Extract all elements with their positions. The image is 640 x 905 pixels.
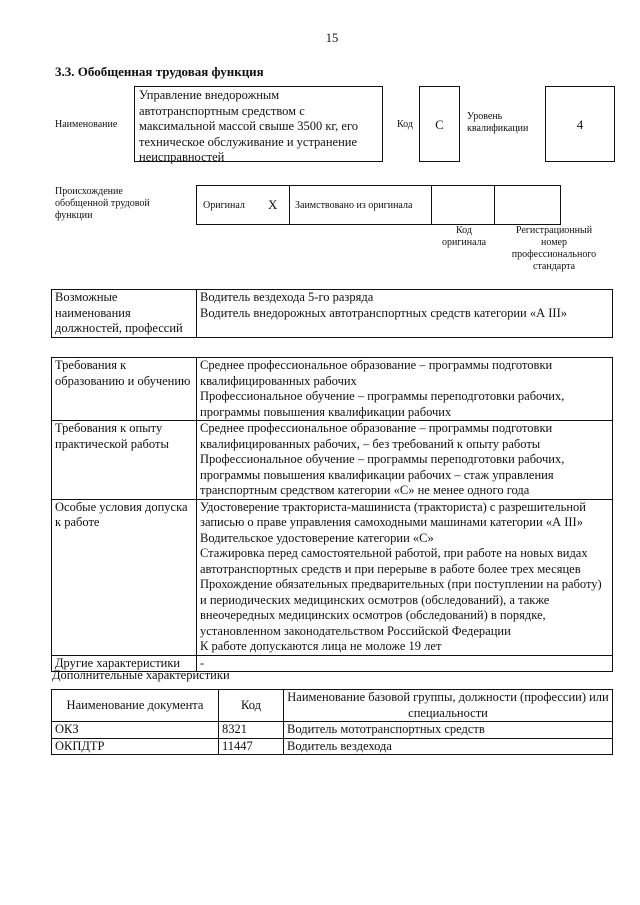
requirement-values — [197, 421, 613, 500]
positions-table — [51, 289, 613, 338]
positions-values — [197, 290, 613, 338]
code-label: Код — [397, 119, 413, 130]
origin-label: Происхождение обобщенной трудовой функции — [55, 186, 150, 221]
requirement-values — [197, 499, 613, 655]
name-value: Управление внедорожным автотранспортным средством с максимальной массой свыше 3500 кг, его техническое обслуживание и устранение неисправностей — [134, 86, 383, 162]
requirement-label: Особые условия допуска к работе — [52, 499, 197, 655]
requirement-label: Другие характеристики — [52, 655, 197, 672]
page-number: 15 — [325, 31, 339, 45]
requirement-line: Удостоверение тракториста-машиниста (тракториста) с разрешительной записью о праве управления самоходными машинами категории «А III» — [200, 499, 586, 529]
code-value: С — [419, 86, 460, 162]
additional-table — [51, 689, 613, 755]
position-item: Водитель внедорожных автотранспортных средств категории «А III» — [200, 305, 568, 320]
requirement-values — [197, 358, 613, 421]
table-row — [52, 290, 613, 338]
requirement-label: Требования к образованию и обучению — [52, 358, 197, 421]
requirement-line: - — [200, 655, 205, 670]
table-row — [52, 499, 613, 655]
table-cell: ОКПДТР — [52, 738, 219, 755]
origin-divider-2 — [431, 185, 432, 225]
name-label: Наименование — [55, 119, 118, 130]
requirement-values — [197, 655, 613, 672]
position-item: Водитель вездехода 5-го разряда — [200, 290, 374, 304]
requirement-line: Среднее профессиональное образование – программы подготовки квалифицированных рабочих — [200, 358, 553, 388]
borrowed-label: Заимствовано из оригинала — [295, 200, 413, 211]
requirement-line: К работе допускаются лица не моложе 19 лет — [200, 639, 442, 653]
requirement-line: Прохождение обязательных предварительных (при поступлении на работу) и периодических медицинских осмотров (обследований), а также внеочередных медицинских осмотров (обследований) в порядке, установленном законодательством Российской Федерации — [200, 577, 602, 638]
header-code: Код — [219, 690, 284, 722]
requirement-label: Требования к опыту практической работы — [52, 421, 197, 500]
requirement-line: Стажировка перед самостоятельной работой, при работе на новых видах автотранспортных средств и при перерыве в работе более трех месяцев — [200, 546, 588, 576]
requirement-line: Среднее профессиональное образование – программы подготовки квалифицированных рабочих, – без требований к опыту работы — [200, 421, 553, 451]
table-row — [52, 722, 613, 739]
reg-caption: Регистрационный номер профессионального стандарта — [511, 225, 597, 272]
table-cell: 11447 — [219, 738, 284, 755]
table-header-row — [52, 690, 613, 722]
header-document: Наименование документа — [52, 690, 219, 722]
requirement-line: Профессиональное обучение – программы переподготовки рабочих, программы повышения квалификации рабочих – стаж управления транспортным средством категории «С» не менее одного года — [200, 452, 565, 497]
table-cell: 8321 — [219, 722, 284, 739]
level-value: 4 — [545, 86, 615, 162]
table-row — [52, 358, 613, 421]
level-label: Уровень квалификации — [467, 111, 529, 134]
table-cell: ОКЗ — [52, 722, 219, 739]
section-title: 3.3. Обобщенная трудовая функция — [55, 64, 264, 79]
table-row — [52, 738, 613, 755]
header-group: Наименование базовой группы, должности (профессии) или специальности — [284, 690, 613, 722]
original-label: Оригинал — [203, 200, 245, 211]
requirements-table — [51, 357, 613, 672]
requirement-line: Профессиональное обучение – программы переподготовки рабочих, программы повышения квалификации рабочих — [200, 389, 565, 419]
original-mark: Х — [268, 197, 278, 212]
origin-divider-3 — [494, 185, 495, 225]
requirement-line: Водительское удостоверение категории «С» — [200, 530, 434, 545]
positions-label: Возможные наименования должностей, профессий — [52, 290, 197, 338]
code-caption: Код оригинала — [441, 225, 487, 248]
table-cell: Водитель вездехода — [284, 738, 613, 755]
origin-divider-1 — [289, 185, 290, 225]
table-cell: Водитель мототранспортных средств — [284, 722, 613, 739]
table-row — [52, 421, 613, 500]
additional-title: Дополнительные характеристики — [52, 668, 230, 682]
